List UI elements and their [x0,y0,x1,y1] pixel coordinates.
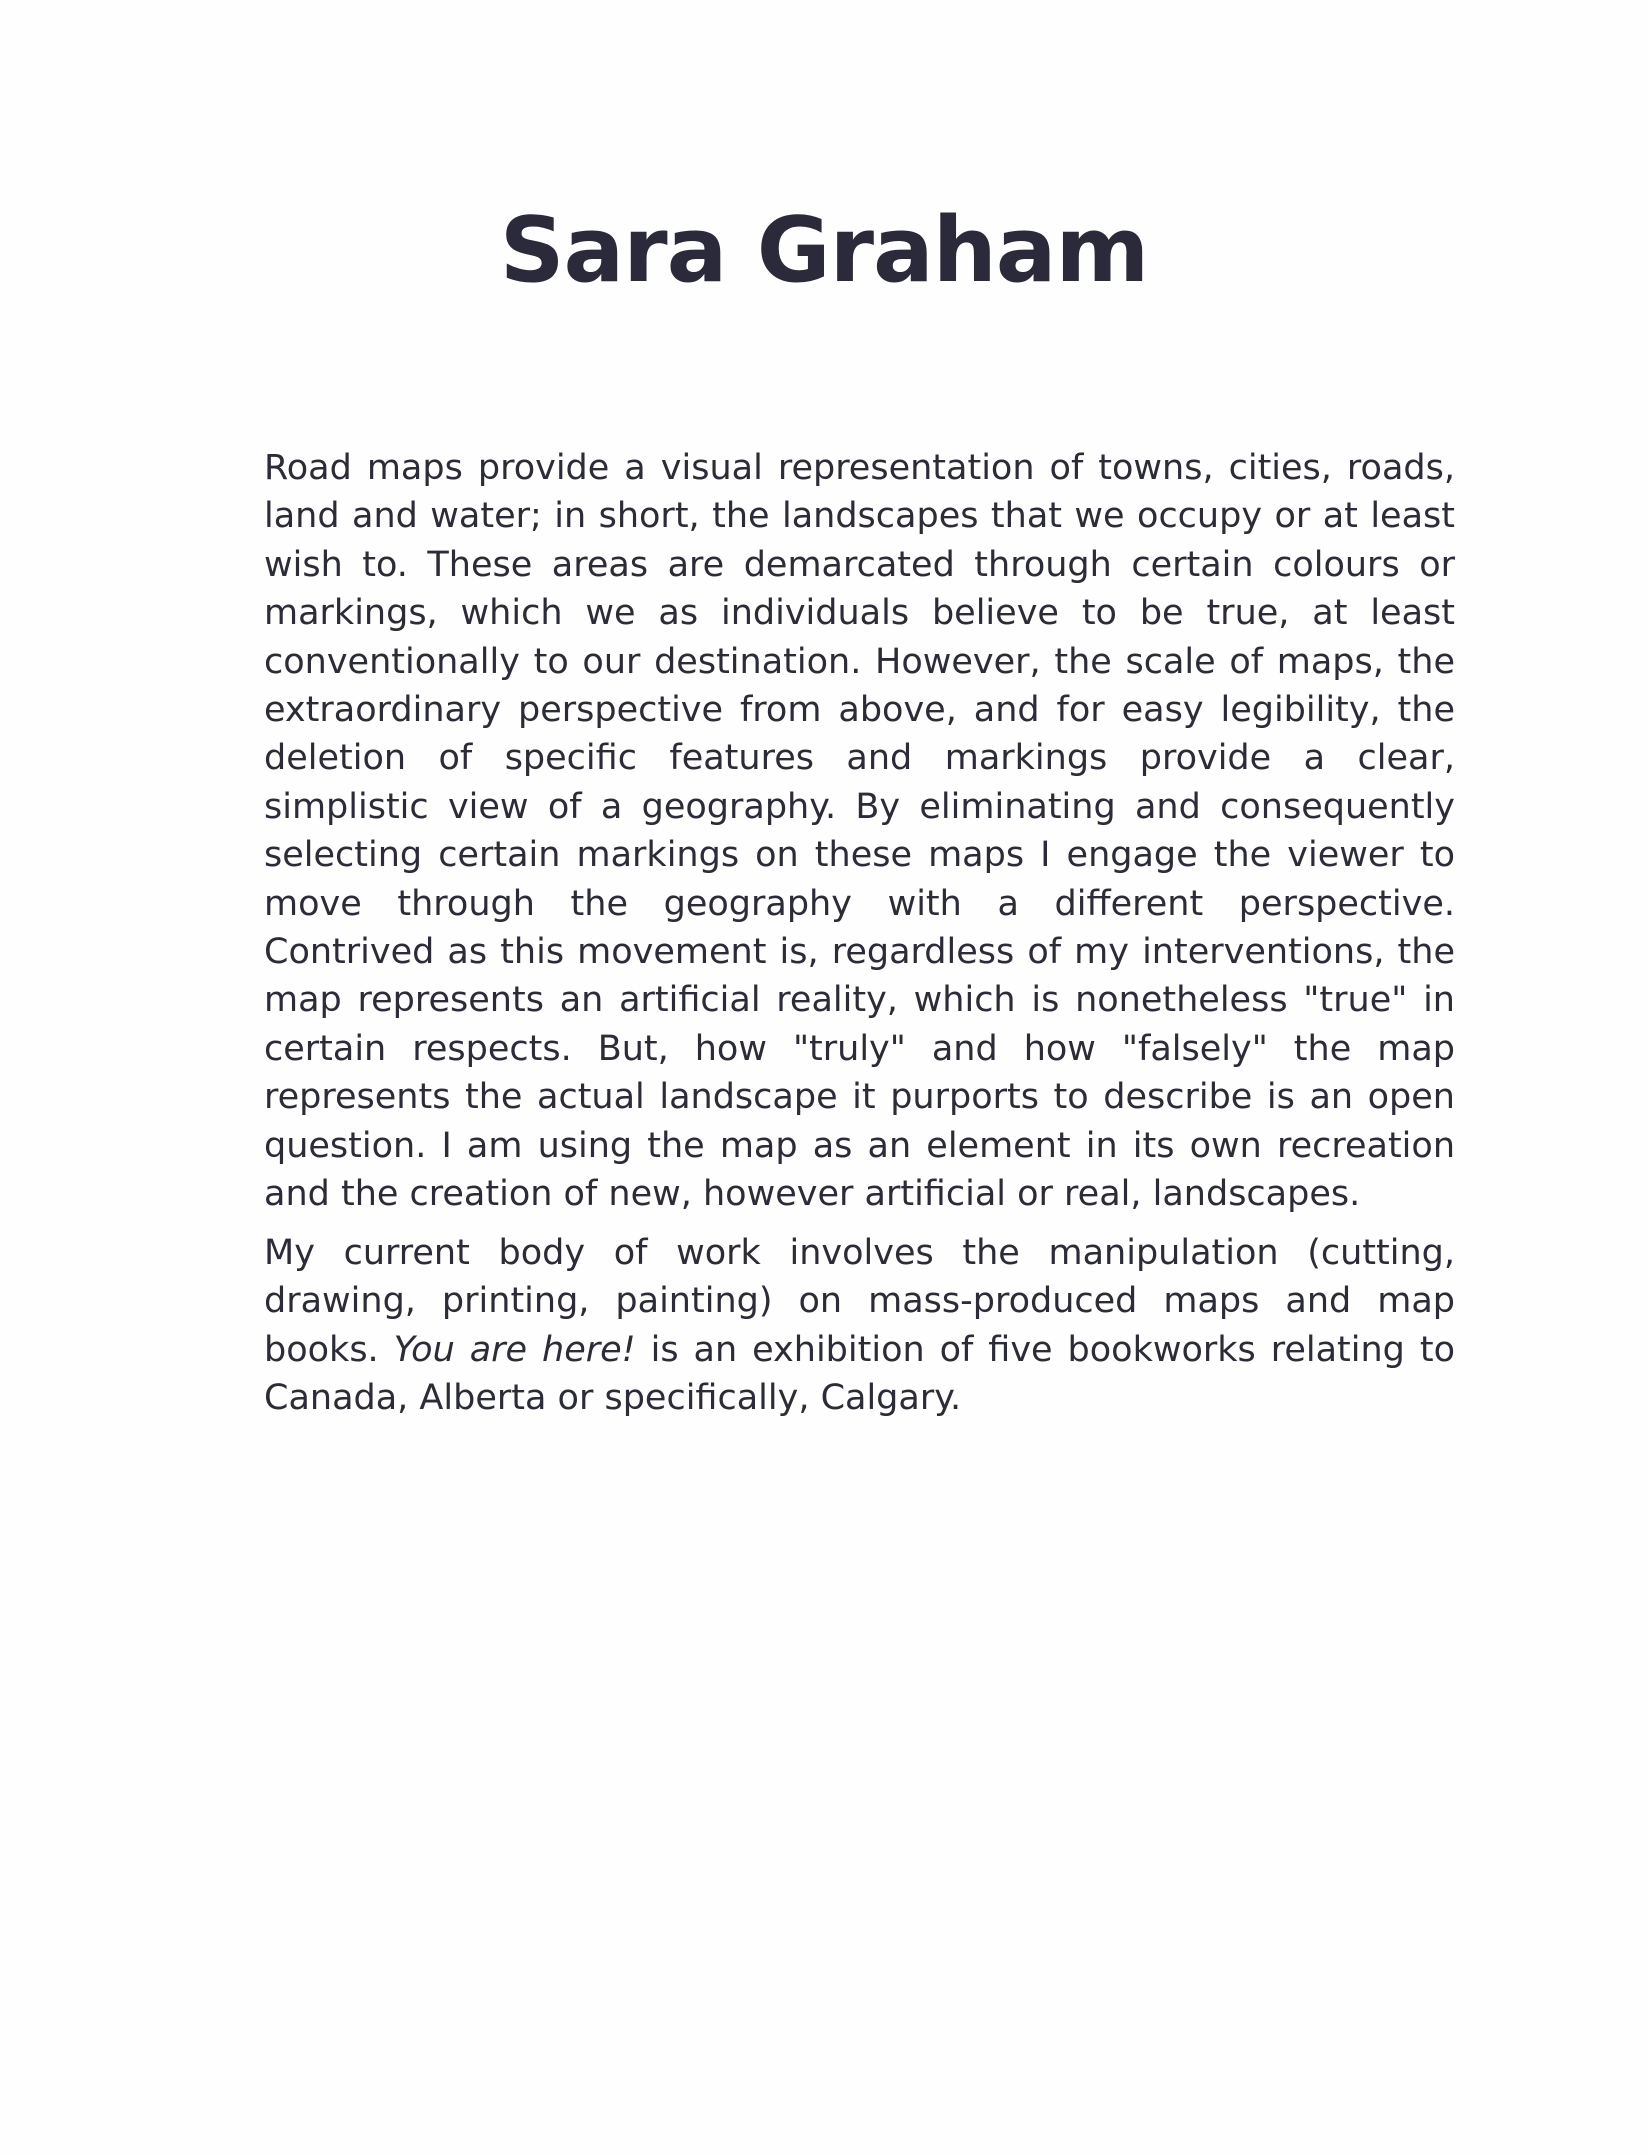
paragraph-2-start: My current body of work involves the manipulation (cutting, drawing, printing, painting) on mass-produced maps and map books. [264,1233,1455,1370]
statement-paragraph-1: Road maps provide a visual representation of towns, cities, roads, land and water; in short, the landscapes that we occupy or at least wish to. These areas are demarcated through certain colours or markings, which we as individuals believe to be true, at least conventionally to our destination. However, the scale of maps, the extraordinary perspective from above, and for easy legibility, the deletion of specific features and markings provide a clear, simplistic view of a geography. By eliminating and consequently selecting certain markings on these maps I engage the viewer to move through the geography with a different perspective. Contrived as this movement is, regardless of my interventions, the map represents an artificial reality, which is nonetheless "true" in certain respects. But, how "truly" and how "falsely" the map represents the actual landscape it purports to describe is an open question. I am using the map as an element in its own recreation and the creation of new, however artificial or real, landscapes. [264,448,1455,1215]
exhibition-title: You are here! [393,1329,636,1370]
document-title: Sara Graham [499,198,1149,303]
statement-paragraph-2 [264,1229,1455,1423]
paragraph-2-end: is an exhibition of five bookworks relating to Canada, Alberta or specifically, Calgary. [264,1329,1455,1419]
